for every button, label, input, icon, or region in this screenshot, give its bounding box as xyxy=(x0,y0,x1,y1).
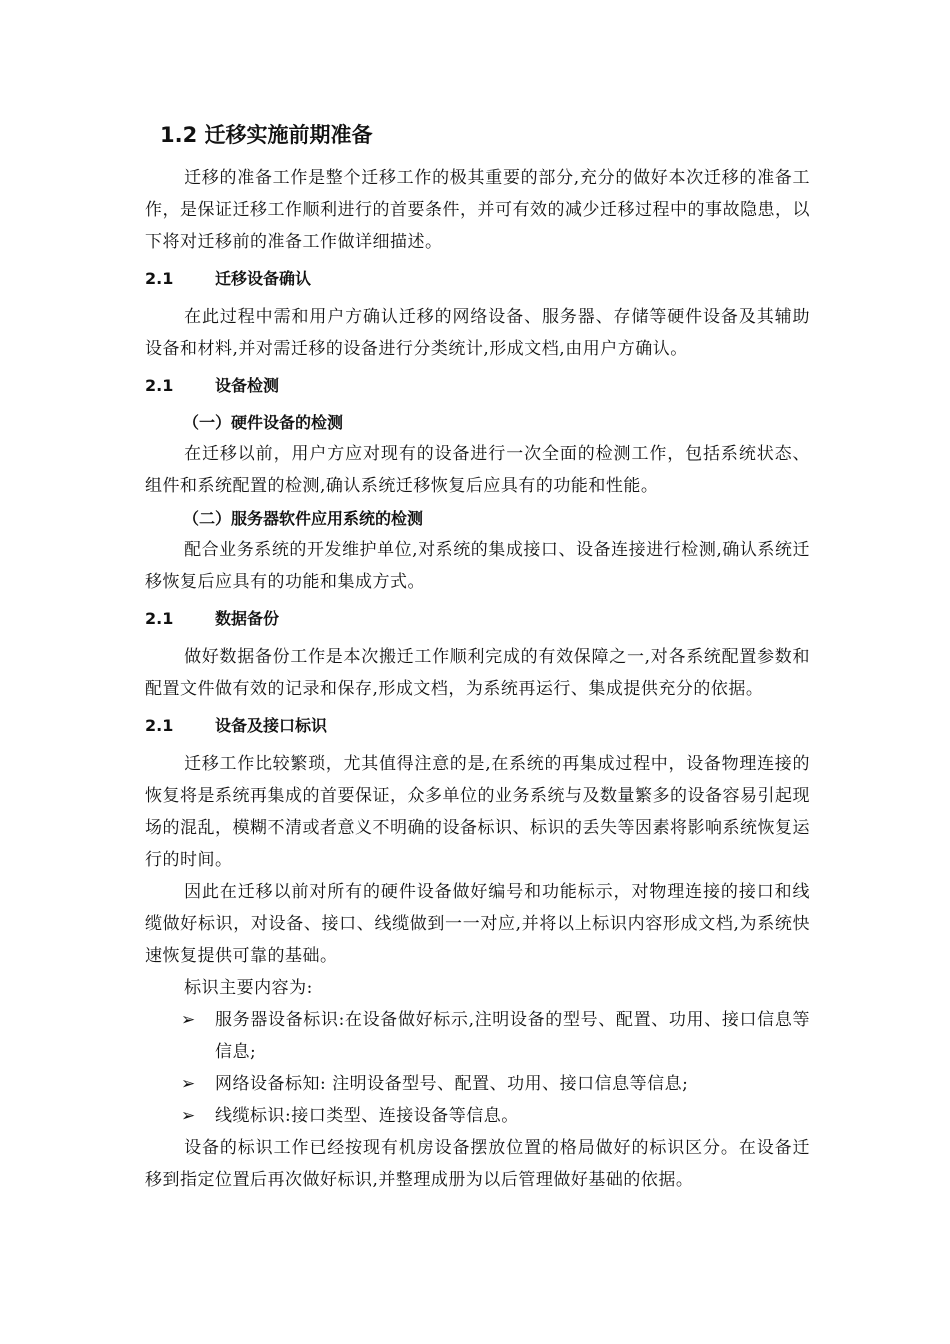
section-title: 迁移设备确认 xyxy=(215,269,312,288)
subsection-paragraph: 在迁移以前，用户方应对现有的设备进行一次全面的检测工作，包括系统状态、组件和系统配置的检测,确认系统迁移恢复后应具有的功能和性能。 xyxy=(145,444,810,496)
list-item xyxy=(181,1100,810,1132)
arrow-bullet-icon: ➢ xyxy=(181,1074,196,1094)
subsection-heading-software-check: （二）服务器软件应用系统的检测 xyxy=(183,509,424,528)
list-intro: 标识主要内容为: xyxy=(184,978,313,998)
section-title: 设备检测 xyxy=(215,376,280,395)
list-item-text: 网络设备标知: 注明设备型号、配置、功用、接口信息等信息; xyxy=(215,1074,689,1094)
list-item xyxy=(181,1004,810,1068)
list-item-text: 服务器设备标识:在设备做好标示,注明设备的型号、配置、功用、接口信息等信息; xyxy=(215,1010,810,1062)
section-paragraph: 在此过程中需和用户方确认迁移的网络设备、服务器、存储等硬件设备及其辅助设备和材料,并对需迁移的设备进行分类统计,形成文档,由用户方确认。 xyxy=(145,307,810,359)
section-heading-equipment-check xyxy=(145,370,810,402)
page-title: 1.2 迁移实施前期准备 xyxy=(160,123,373,147)
arrow-bullet-icon: ➢ xyxy=(181,1010,196,1030)
arrow-bullet-icon: ➢ xyxy=(181,1106,196,1126)
subsection-heading-hardware-check: （一）硬件设备的检测 xyxy=(183,413,344,432)
list-item-text: 线缆标识:接口类型、连接设备等信息。 xyxy=(215,1106,519,1126)
section-number: 2.1 xyxy=(145,716,174,735)
subsection-paragraph: 配合业务系统的开发维护单位,对系统的集成接口、设备连接进行检测,确认系统迁移恢复后应具有的功能和集成方式。 xyxy=(145,540,810,592)
closing-paragraph: 设备的标识工作已经按现有机房设备摆放位置的格局做好的标识区分。在设备迁移到指定位置后再次做好标识,并整理成册为以后管理做好基础的依据。 xyxy=(145,1138,810,1190)
section-number: 2.1 xyxy=(145,269,174,288)
section-title: 数据备份 xyxy=(215,609,280,628)
section-paragraph: 做好数据备份工作是本次搬迁工作顺利完成的有效保障之一,对各系统配置参数和配置文件做有效的记录和保存,形成文档，为系统再运行、集成提供充分的依据。 xyxy=(145,647,810,699)
label-content-list xyxy=(145,1004,810,1132)
section-heading-data-backup xyxy=(145,603,810,635)
list-item xyxy=(181,1068,810,1100)
document-content xyxy=(145,118,810,1196)
section-heading-labeling xyxy=(145,710,810,742)
section-number: 2.1 xyxy=(145,376,174,395)
intro-paragraph: 迁移的准备工作是整个迁移工作的极其重要的部分,充分的做好本次迁移的准备工作，是保证迁移工作顺利进行的首要条件，并可有效的减少迁移过程中的事故隐患，以下将对迁移前的准备工作做详细描述。 xyxy=(145,168,810,252)
section-heading-equipment-confirm xyxy=(145,263,810,295)
section-number: 2.1 xyxy=(145,609,174,628)
section-title: 设备及接口标识 xyxy=(215,716,328,735)
section-paragraph: 因此在迁移以前对所有的硬件设备做好编号和功能标示，对物理连接的接口和线缆做好标识，对设备、接口、线缆做到一一对应,并将以上标识内容形成文档,为系统快速恢复提供可靠的基础。 xyxy=(145,882,810,966)
section-paragraph: 迁移工作比较繁琐，尤其值得注意的是,在系统的再集成过程中，设备物理连接的恢复将是系统再集成的首要保证，众多单位的业务系统与及数量繁多的设备容易引起现场的混乱，模糊不清或者意义不明确的设备标识、标识的丢失等因素将影响系统恢复运行的时间。 xyxy=(145,754,810,870)
